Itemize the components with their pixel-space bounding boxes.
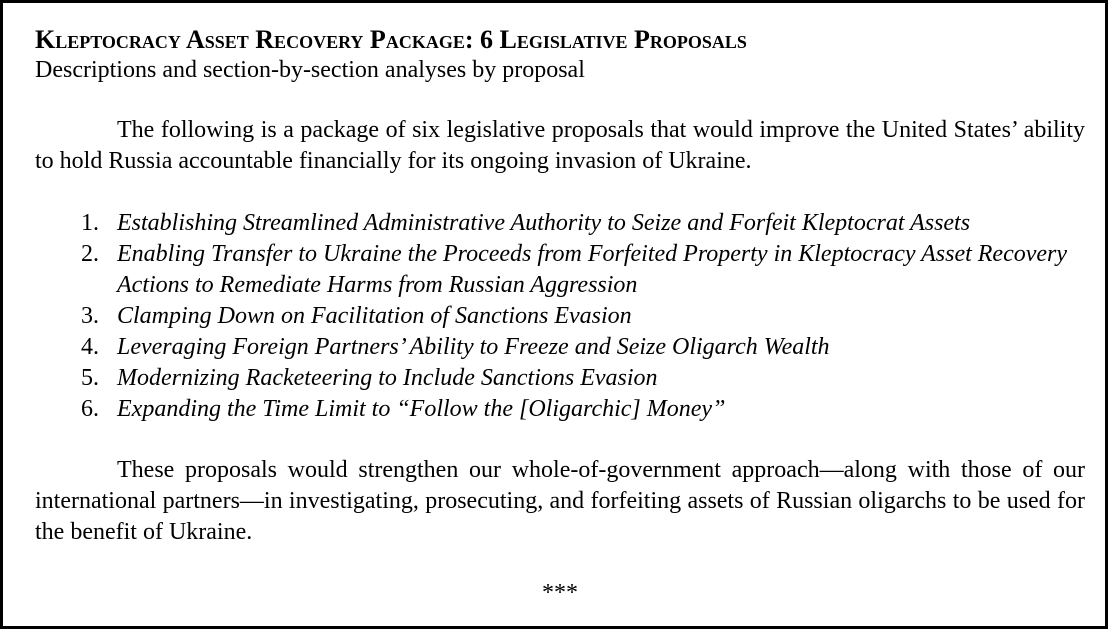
document-subtitle: Descriptions and section-by-section analyses by proposal bbox=[35, 57, 585, 83]
closing-paragraph: These proposals would strengthen our whole-of-government approach—along with those of our international partners—in investigating, prosecuting, and forfeiting assets of Russian oligarchs to be used for the benefit of Ukraine. bbox=[35, 457, 1085, 545]
list-item-number: 4. bbox=[81, 334, 99, 360]
list-item-text: Clamping Down on Facilitation of Sanctions Evasion bbox=[117, 303, 632, 329]
list-item bbox=[35, 394, 1085, 425]
list-item bbox=[35, 301, 1085, 332]
list-item bbox=[35, 239, 1085, 301]
list-item-text: Expanding the Time Limit to “Follow the [Oligarchic] Money” bbox=[117, 396, 726, 422]
list-item bbox=[35, 332, 1085, 363]
list-item bbox=[35, 208, 1085, 239]
list-item-text: Enabling Transfer to Ukraine the Proceeds from Forfeited Property in Kleptocracy Asset Recovery Actions to Remediate Harms from Russian Aggression bbox=[117, 241, 1068, 298]
section-separator: *** bbox=[542, 580, 578, 606]
list-item-number: 3. bbox=[81, 303, 99, 329]
list-item-number: 2. bbox=[81, 241, 99, 267]
list-item-number: 6. bbox=[81, 396, 99, 422]
document-title: Kleptocracy Asset Recovery Package: 6 Legislative Proposals bbox=[35, 25, 747, 54]
list-item-number: 5. bbox=[81, 365, 99, 391]
list-item-number: 1. bbox=[81, 210, 99, 236]
intro-paragraph: The following is a package of six legislative proposals that would improve the United States’ ability to hold Russia accountable financially for its ongoing invasion of Ukraine. bbox=[35, 117, 1085, 174]
list-item-text: Modernizing Racketeering to Include Sanctions Evasion bbox=[117, 365, 658, 391]
list-item bbox=[35, 363, 1085, 394]
proposal-list bbox=[35, 208, 1085, 425]
list-item-text: Establishing Streamlined Administrative Authority to Seize and Forfeit Kleptocrat Assets bbox=[117, 210, 971, 236]
list-item-text: Leveraging Foreign Partners’ Ability to Freeze and Seize Oligarch Wealth bbox=[117, 334, 830, 360]
